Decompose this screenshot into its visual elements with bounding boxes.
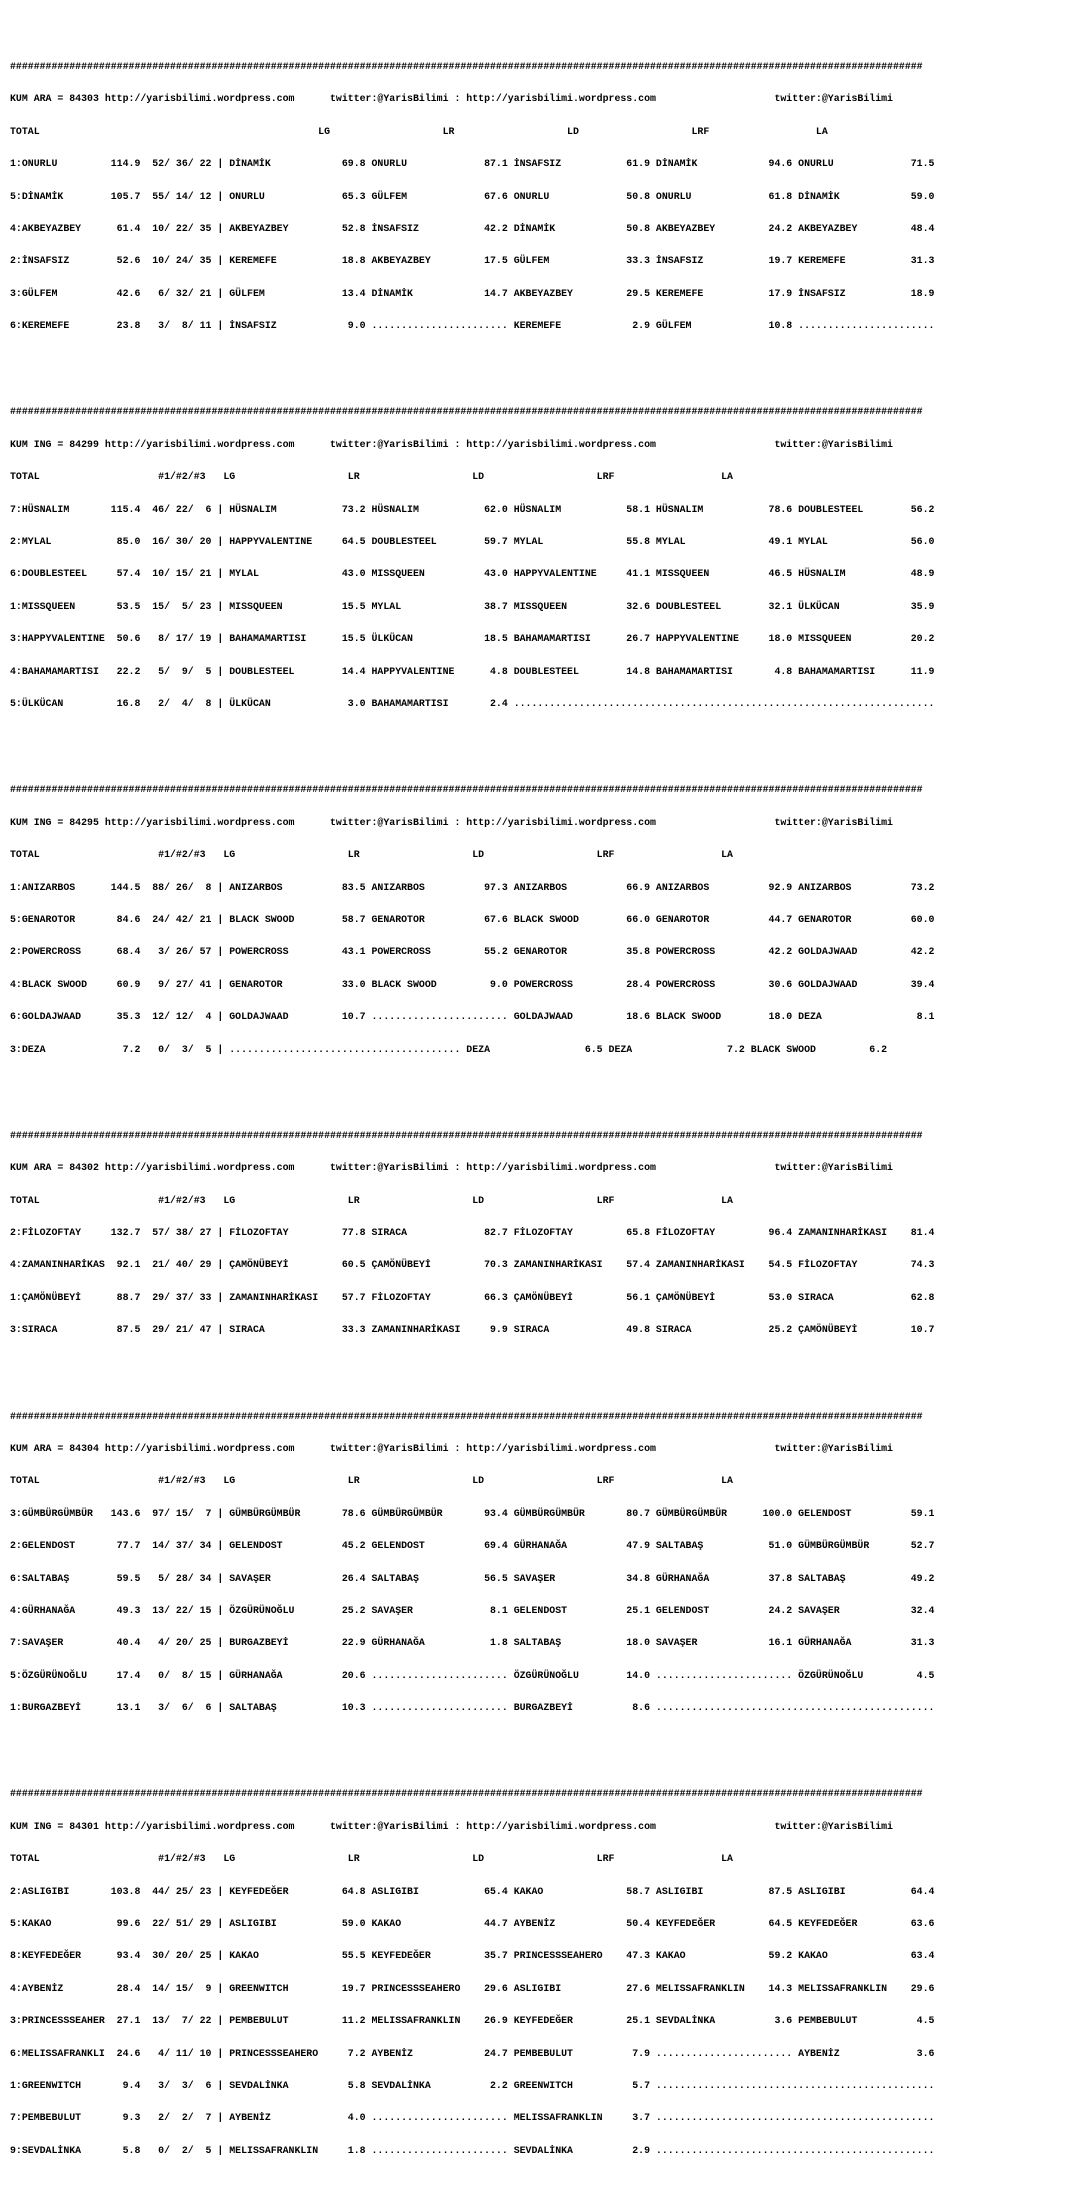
result-row: 4:AYBENİZ 28.4 14/ 15/ 9 | GREENWITCH 19.7 PRINCESSSEAHERO 29.6 ASLIGIBI 27.6 MELISSAFRANKLIN 14.3 MELISSAFRANKLIN 29.6 — [10, 1982, 935, 1994]
result-row: 1:ÇAMÖNÜBEYİ 88.7 29/ 37/ 33 | ZAMANINHARİKASI 57.7 FİLOZOFTAY 66.3 ÇAMÖNÜBEYİ 56.1 ÇAMÖNÜBEYİ 53.0 SIRACA 62.8 — [10, 1291, 935, 1303]
result-row: 6:DOUBLESTEEL 57.4 10/ 15/ 21 | MYLAL 43.0 MISSQUEEN 43.0 HAPPYVALENTINE 41.1 MISSQUEEN 46.5 HÜSNALIM 48.9 — [10, 568, 935, 580]
result-row: 2:GELENDOST 77.7 14/ 37/ 34 | GELENDOST 45.2 GELENDOST 69.4 GÜRHANAĞA 47.9 SALTABAŞ 51.0 GÜMBÜRGÜMBÜR 52.7 — [10, 1540, 935, 1552]
race-header: KUM ING = 84295 http://yarisbilimi.wordpress.com twitter:@YarisBilimi : http://yarisbilimi.wordpress.com twitter:@YarisBilimi — [10, 816, 893, 828]
race-section — [10, 40, 1077, 353]
race-header: KUM ARA = 84302 http://yarisbilimi.wordpress.com twitter:@YarisBilimi : http://yarisbilimi.wordpress.com twitter:@YarisBilimi — [10, 1162, 893, 1174]
column-header: TOTAL #1/#2/#3 LG LR LD LRF LA — [10, 1194, 733, 1206]
result-row: 4:AKBEYAZBEY 61.4 10/ 22/ 35 | AKBEYAZBEY 52.8 İNSAFSIZ 42.2 DİNAMİK 50.8 AKBEYAZBEY 24.2 AKBEYAZBEY 48.4 — [10, 222, 935, 234]
result-row: 1:GREENWITCH 9.4 3/ 3/ 6 | SEVDALİNKA 5.8 SEVDALİNKA 2.2 GREENWITCH 5.7 ............................................... — [10, 2080, 935, 2091]
result-row: 5:ÖZGÜRÜNOĞLU 17.4 0/ 8/ 15 | GÜRHANAĞA 20.6 ....................... ÖZGÜRÜNOĞLU 14.0 ....................... ÖZGÜRÜNOĞLU 4.5 — [10, 1669, 935, 1681]
result-row: 1:ANIZARBOS 144.5 88/ 26/ 8 | ANIZARBOS 83.5 ANIZARBOS 97.3 ANIZARBOS 66.9 ANIZARBOS 92.9 ANIZARBOS 73.2 — [10, 881, 935, 893]
result-row: 6:GOLDAJWAAD 35.3 12/ 12/ 4 | GOLDAJWAAD 10.7 ....................... GOLDAJWAAD 18.6 BLACK SWOOD 18.0 DEZA 8.1 — [10, 1011, 935, 1023]
result-row: 4:ZAMANINHARİKAS 92.1 21/ 40/ 29 | ÇAMÖNÜBEYİ 60.5 ÇAMÖNÜBEYİ 70.3 ZAMANINHARİKASI 57.4 ZAMANINHARİKASI 54.5 FİLOZOFTAY 74.3 — [10, 1259, 935, 1271]
result-row: 4:BLACK SWOOD 60.9 9/ 27/ 41 | GENAROTOR 33.0 BLACK SWOOD 9.0 POWERCROSS 28.4 POWERCROSS 30.6 GOLDAJWAAD 39.4 — [10, 978, 935, 990]
column-header: TOTAL #1/#2/#3 LG LR LD LRF LA — [10, 1853, 733, 1865]
race-section — [10, 1109, 1077, 1357]
result-row: 3:DEZA 7.2 0/ 3/ 5 | ....................................... DEZA 6.5 DEZA 7.2 BLACK SWOOD 6.2 — [10, 1043, 888, 1055]
result-row: 3:GÜLFEM 42.6 6/ 32/ 21 | GÜLFEM 13.4 DİNAMİK 14.7 AKBEYAZBEY 29.5 KEREMEFE 17.9 İNSAFSIZ 18.9 — [10, 287, 935, 299]
race-header: KUM ARA = 84304 http://yarisbilimi.wordpress.com twitter:@YarisBilimi : http://yarisbilimi.wordpress.com twitter:@YarisBilimi — [10, 1442, 893, 1454]
separator-line: ########################################################################################################################################################## — [10, 60, 923, 72]
result-row: 5:ÜLKÜCAN 16.8 2/ 4/ 8 | ÜLKÜCAN 3.0 BAHAMAMARTISI 2.4 ....................................................................... — [10, 698, 935, 709]
column-header: TOTAL #1/#2/#3 LG LR LD LRF LA — [10, 1475, 733, 1487]
result-row: 5:KAKAO 99.6 22/ 51/ 29 | ASLIGIBI 59.0 KAKAO 44.7 AYBENİZ 50.4 KEYFEDEĞER 64.5 KEYFEDEĞER 63.6 — [10, 1918, 935, 1930]
result-row: 5:DİNAMİK 105.7 55/ 14/ 12 | ONURLU 65.3 GÜLFEM 67.6 ONURLU 50.8 ONURLU 61.8 DİNAMİK 59.0 — [10, 190, 935, 202]
race-section — [10, 764, 1077, 1077]
result-row: 6:KEREMEFE 23.8 3/ 8/ 11 | İNSAFSIZ 9.0 ....................... KEREMEFE 2.9 GÜLFEM 10.8 ....................... — [10, 320, 935, 332]
result-row: 2:ASLIGIBI 103.8 44/ 25/ 23 | KEYFEDEĞER 64.8 ASLIGIBI 65.4 KAKAO 58.7 ASLIGIBI 87.5 ASLIGIBI 64.4 — [10, 1885, 935, 1897]
result-row: 7:PEMBEBULUT 9.3 2/ 2/ 7 | AYBENİZ 4.0 ....................... MELISSAFRANKLIN 3.7 ............................................... — [10, 2112, 935, 2124]
race-header: KUM ING = 84301 http://yarisbilimi.wordpress.com twitter:@YarisBilimi : http://yarisbilimi.wordpress.com twitter:@YarisBilimi — [10, 1820, 893, 1832]
result-row: 2:MYLAL 85.0 16/ 30/ 20 | HAPPYVALENTINE 64.5 DOUBLESTEEL 59.7 MYLAL 55.8 MYLAL 49.1 MYLAL 56.0 — [10, 536, 935, 548]
result-row: 3:SIRACA 87.5 29/ 21/ 47 | SIRACA 33.3 ZAMANINHARİKASI 9.9 SIRACA 49.8 SIRACA 25.2 ÇAMÖNÜBEYİ 10.7 — [10, 1324, 935, 1336]
race-section — [10, 1390, 1077, 1736]
race-section — [10, 1768, 1077, 2178]
race-header: KUM ING = 84299 http://yarisbilimi.wordpress.com twitter:@YarisBilimi : http://yarisbilimi.wordpress.com twitter:@YarisBilimi — [10, 438, 893, 450]
result-row: 7:SAVAŞER 40.4 4/ 20/ 25 | BURGAZBEYİ 22.9 GÜRHANAĞA 1.8 SALTABAŞ 18.0 SAVAŞER 16.1 GÜRHANAĞA 31.3 — [10, 1637, 935, 1649]
result-row: 1:BURGAZBEYİ 13.1 3/ 6/ 6 | SALTABAŞ 10.3 ....................... BURGAZBEYİ 8.6 ............................................... — [10, 1702, 935, 1714]
result-row: 7:HÜSNALIM 115.4 46/ 22/ 6 | HÜSNALIM 73.2 HÜSNALIM 62.0 HÜSNALIM 58.1 HÜSNALIM 78.6 DOUBLESTEEL 56.2 — [10, 503, 935, 515]
result-row: 3:PRINCESSSEAHER 27.1 13/ 7/ 22 | PEMBEBULUT 11.2 MELISSAFRANKLIN 26.9 KEYFEDEĞER 25.1 SEVDALİNKA 3.6 PEMBEBULUT 4.5 — [10, 2015, 935, 2027]
result-row: 2:POWERCROSS 68.4 3/ 26/ 57 | POWERCROSS 43.1 POWERCROSS 55.2 GENAROTOR 35.8 POWERCROSS 42.2 GOLDAJWAAD 42.2 — [10, 946, 935, 958]
result-row: 3:HAPPYVALENTINE 50.6 8/ 17/ 19 | BAHAMAMARTISI 15.5 ÜLKÜCAN 18.5 BAHAMAMARTISI 26.7 HAPPYVALENTINE 18.0 MISSQUEEN 20.2 — [10, 633, 935, 645]
result-row: 4:GÜRHANAĞA 49.3 13/ 22/ 15 | ÖZGÜRÜNOĞLU 25.2 SAVAŞER 8.1 GELENDOST 25.1 GELENDOST 24.2 SAVAŞER 32.4 — [10, 1604, 935, 1616]
result-row: 8:KEYFEDEĞER 93.4 30/ 20/ 25 | KAKAO 55.5 KEYFEDEĞER 35.7 PRINCESSSEAHERO 47.3 KAKAO 59.2 KAKAO 63.4 — [10, 1950, 935, 1962]
result-row: 1:MISSQUEEN 53.5 15/ 5/ 23 | MISSQUEEN 15.5 MYLAL 38.7 MISSQUEEN 32.6 DOUBLESTEEL 32.1 ÜLKÜCAN 35.9 — [10, 600, 935, 612]
race-header: KUM ARA = 84303 http://yarisbilimi.wordpress.com twitter:@YarisBilimi : http://yarisbilimi.wordpress.com twitter:@YarisBilimi — [10, 93, 893, 105]
result-row: 5:GENAROTOR 84.6 24/ 42/ 21 | BLACK SWOOD 58.7 GENAROTOR 67.6 BLACK SWOOD 66.0 GENAROTOR 44.7 GENAROTOR 60.0 — [10, 913, 935, 925]
result-row: 2:İNSAFSIZ 52.6 10/ 24/ 35 | KEREMEFE 18.8 AKBEYAZBEY 17.5 GÜLFEM 33.3 İNSAFSIZ 19.7 KEREMEFE 31.3 — [10, 255, 935, 267]
separator-line: ########################################################################################################################################################## — [10, 1788, 923, 1800]
column-header: TOTAL #1/#2/#3 LG LR LD LRF LA — [10, 471, 733, 483]
result-row: 6:SALTABAŞ 59.5 5/ 28/ 34 | SAVAŞER 26.4 SALTABAŞ 56.5 SAVAŞER 34.8 GÜRHANAĞA 37.8 SALTABAŞ 49.2 — [10, 1572, 935, 1584]
result-row: 9:SEVDALİNKA 5.8 0/ 2/ 5 | MELISSAFRANKLIN 1.8 ....................... SEVDALİNKA 2.9 ............................................... — [10, 2144, 935, 2156]
result-row: 4:BAHAMAMARTISI 22.2 5/ 9/ 5 | DOUBLESTEEL 14.4 HAPPYVALENTINE 4.8 DOUBLESTEEL 14.8 BAHAMAMARTISI 4.8 BAHAMAMARTISI 11.9 — [10, 665, 935, 677]
race-section — [10, 386, 1077, 732]
separator-line: ########################################################################################################################################################## — [10, 784, 923, 796]
result-row: 2:FİLOZOFTAY 132.7 57/ 38/ 27 | FİLOZOFTAY 77.8 SIRACA 82.7 FİLOZOFTAY 65.8 FİLOZOFTAY 96.4 ZAMANINHARİKASI 81.4 — [10, 1227, 935, 1239]
separator-line: ########################################################################################################################################################## — [10, 1410, 923, 1422]
column-header: TOTAL #1/#2/#3 LG LR LD LRF LA — [10, 849, 733, 861]
column-header: TOTAL LG LR LD LRF LA — [10, 125, 828, 137]
separator-line: ########################################################################################################################################################## — [10, 1129, 923, 1141]
result-row: 3:GÜMBÜRGÜMBÜR 143.6 97/ 15/ 7 | GÜMBÜRGÜMBÜR 78.6 GÜMBÜRGÜMBÜR 93.4 GÜMBÜRGÜMBÜR 80.7 GÜMBÜRGÜMBÜR 100.0 GELENDOST 59.1 — [10, 1507, 935, 1519]
result-row: 6:MELISSAFRANKLI 24.6 4/ 11/ 10 | PRINCESSSEAHERO 7.2 AYBENİZ 24.7 PEMBEBULUT 7.9 ....................... AYBENİZ 3.6 — [10, 2047, 935, 2059]
result-row: 1:ONURLU 114.9 52/ 36/ 22 | DİNAMİK 69.8 ONURLU 87.1 İNSAFSIZ 61.9 DİNAMİK 94.6 ONURLU 71.5 — [10, 158, 935, 170]
separator-line: ########################################################################################################################################################## — [10, 406, 923, 418]
